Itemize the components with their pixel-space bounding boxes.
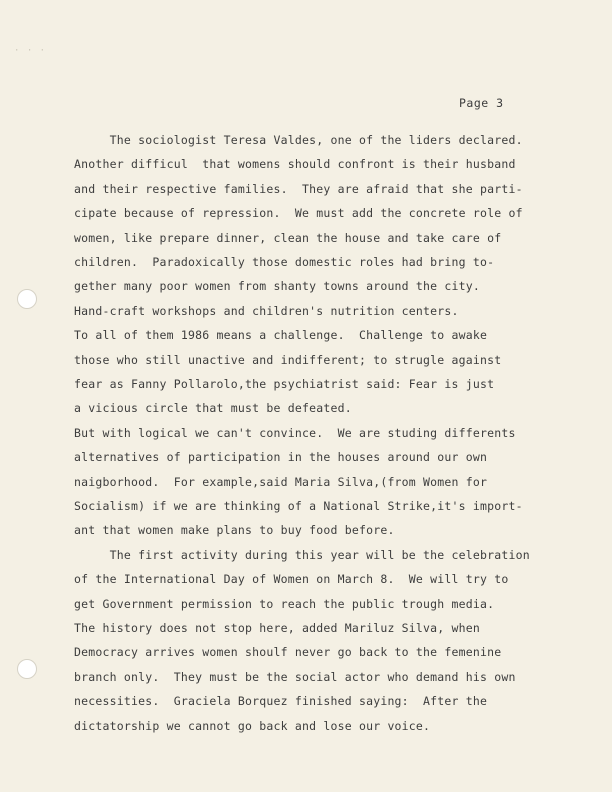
text-line: The first activity during this year will be the celebration: [74, 547, 530, 562]
text-line: The sociologist Teresa Valdes, one of the liders declared.: [74, 133, 523, 147]
text-line: get Government permission to reach the public trough media.: [74, 596, 495, 611]
text-line: Democracy arrives women shoulf never go back to the femenine: [74, 645, 502, 660]
text-line: a vicious circle that must be defeated.: [74, 401, 352, 416]
text-line: gether many poor women from shanty towns around the city.: [74, 279, 481, 294]
text-line: Socialism) if we are thinking of a National Strike,it's import-: [74, 499, 523, 513]
text-line: branch only. They must be the social actor who demand his own: [74, 669, 516, 684]
text-line: women, like prepare dinner, clean the house and take care of: [74, 230, 502, 245]
punch-hole-lower: [17, 659, 37, 679]
text-line: dictatorship we cannot go back and lose our voice.: [74, 718, 431, 733]
text-line: necessities. Graciela Borquez finished saying: After the: [74, 694, 488, 709]
page-number: Page 3: [459, 96, 504, 110]
text-line: Another difficul that womens should confront is their husband: [74, 157, 516, 172]
text-line: and their respective families. They are afraid that she parti-: [74, 181, 523, 196]
text-line: ant that women make plans to buy food before.: [74, 523, 395, 538]
text-line: cipate because of repression. We must add the concrete role of: [74, 206, 523, 221]
text-line: fear as Fanny Pollarolo,the psychiatrist said: Fear is just: [74, 377, 495, 391]
text-line: The history does not stop here, added Mariluz Silva, when: [74, 621, 481, 635]
text-line: But with logical we can't convince. We are studing differents: [74, 425, 516, 440]
text-line: children. Paradoxically those domestic roles had bring to-: [74, 255, 495, 269]
text-line: those who still unactive and indifferent; to strugle against: [74, 352, 502, 367]
punch-hole-upper: [17, 289, 37, 309]
text-line: of the International Day of Women on March 8. We will try to: [74, 572, 509, 587]
text-line: alternatives of participation in the houses around our own: [74, 450, 488, 465]
text-line: naigborhood. For example,said Maria Silva,(from Women for: [74, 474, 488, 489]
text-line: To all of them 1986 means a challenge. Challenge to awake: [74, 328, 488, 343]
text-line: Hand-craft workshops and children's nutrition centers.: [74, 303, 459, 318]
corner-smudge: · · ·: [14, 46, 47, 56]
